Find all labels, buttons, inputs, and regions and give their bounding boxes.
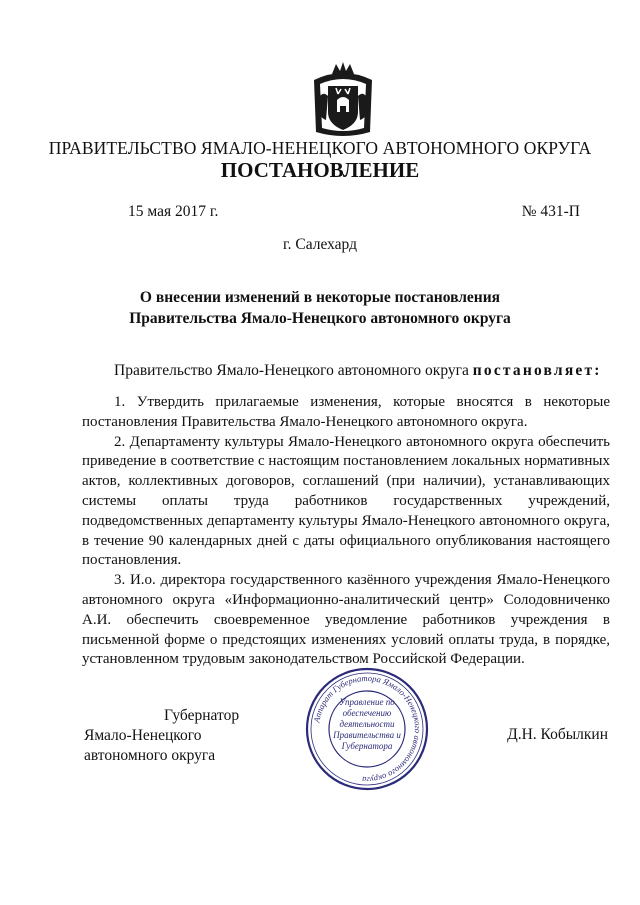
subject-line-1: О внесении изменений в некоторые постановления (139, 289, 501, 306)
svg-text:Аппарат Губернатора Ямало-Нене: Аппарат Губернатора Ямало-Ненецкого автономного округа (311, 672, 424, 786)
subject-line-2: Правительства Ямало-Ненецкого автономного округа (129, 310, 511, 327)
signatory-name: Д.Н. Кобылкин (507, 726, 608, 743)
preamble-text: Правительство Ямало-Ненецкого автономного округа (114, 362, 473, 379)
preamble (114, 362, 602, 380)
document-type: ПОСТАНОВЛЕНИЕ (220, 158, 420, 182)
signatory-title-line-1: Губернатор (164, 707, 240, 724)
paragraph-1: 1. Утвердить прилагаемые изменения, которые вносятся в некоторые постановления Правительства Ямало-Ненецкого автономного округа. (82, 394, 610, 430)
organization-name: ПРАВИТЕЛЬСТВО ЯМАЛО-НЕНЕЦКОГО АВТОНОМНОГО ОКРУГА (48, 138, 592, 158)
paragraph-2: 2. Департаменту культуры Ямало-Ненецкого автономного округа обеспечить приведение в соответствие с настоящим постановлением локальных нормативных актов, коллективных договоров, соглашений (при наличии), устанавливающих системы оплаты труда работников государственных учреждений, подведомственных департаменту культуры Ямало-Ненецкого автономного округа, в течение 90 календарных дней с даты официального опубликования настоящего постановления. (82, 433, 610, 569)
signatory-title-line-2: Ямало-Ненецкого автономного округа (84, 727, 216, 764)
document-date: 15 мая 2017 г. (128, 203, 219, 220)
decree-word: постановляет: (472, 362, 602, 379)
signatory-title (84, 706, 284, 766)
coat-of-arms-icon (310, 60, 376, 140)
stamp-center-text: Управление по обеспечению деятельности Правительства и Губернатора (333, 697, 401, 751)
document-body (82, 393, 610, 670)
document-city: г. Салехард (283, 236, 357, 253)
document-subject (0, 287, 640, 329)
document-number: № 431-П (521, 203, 580, 220)
paragraph-3: 3. И.о. директора государственного казённого учреждения Ямало-Ненецкого автономного округа «Информационно-аналитический центр» Солодовниченко А.И. обеспечить своевременное уведомление работников учреждения в письменной форме о предстоящих изменениях условий оплаты труда, в порядке, установленном трудовым законодательством Российской Федерации. (82, 572, 610, 668)
